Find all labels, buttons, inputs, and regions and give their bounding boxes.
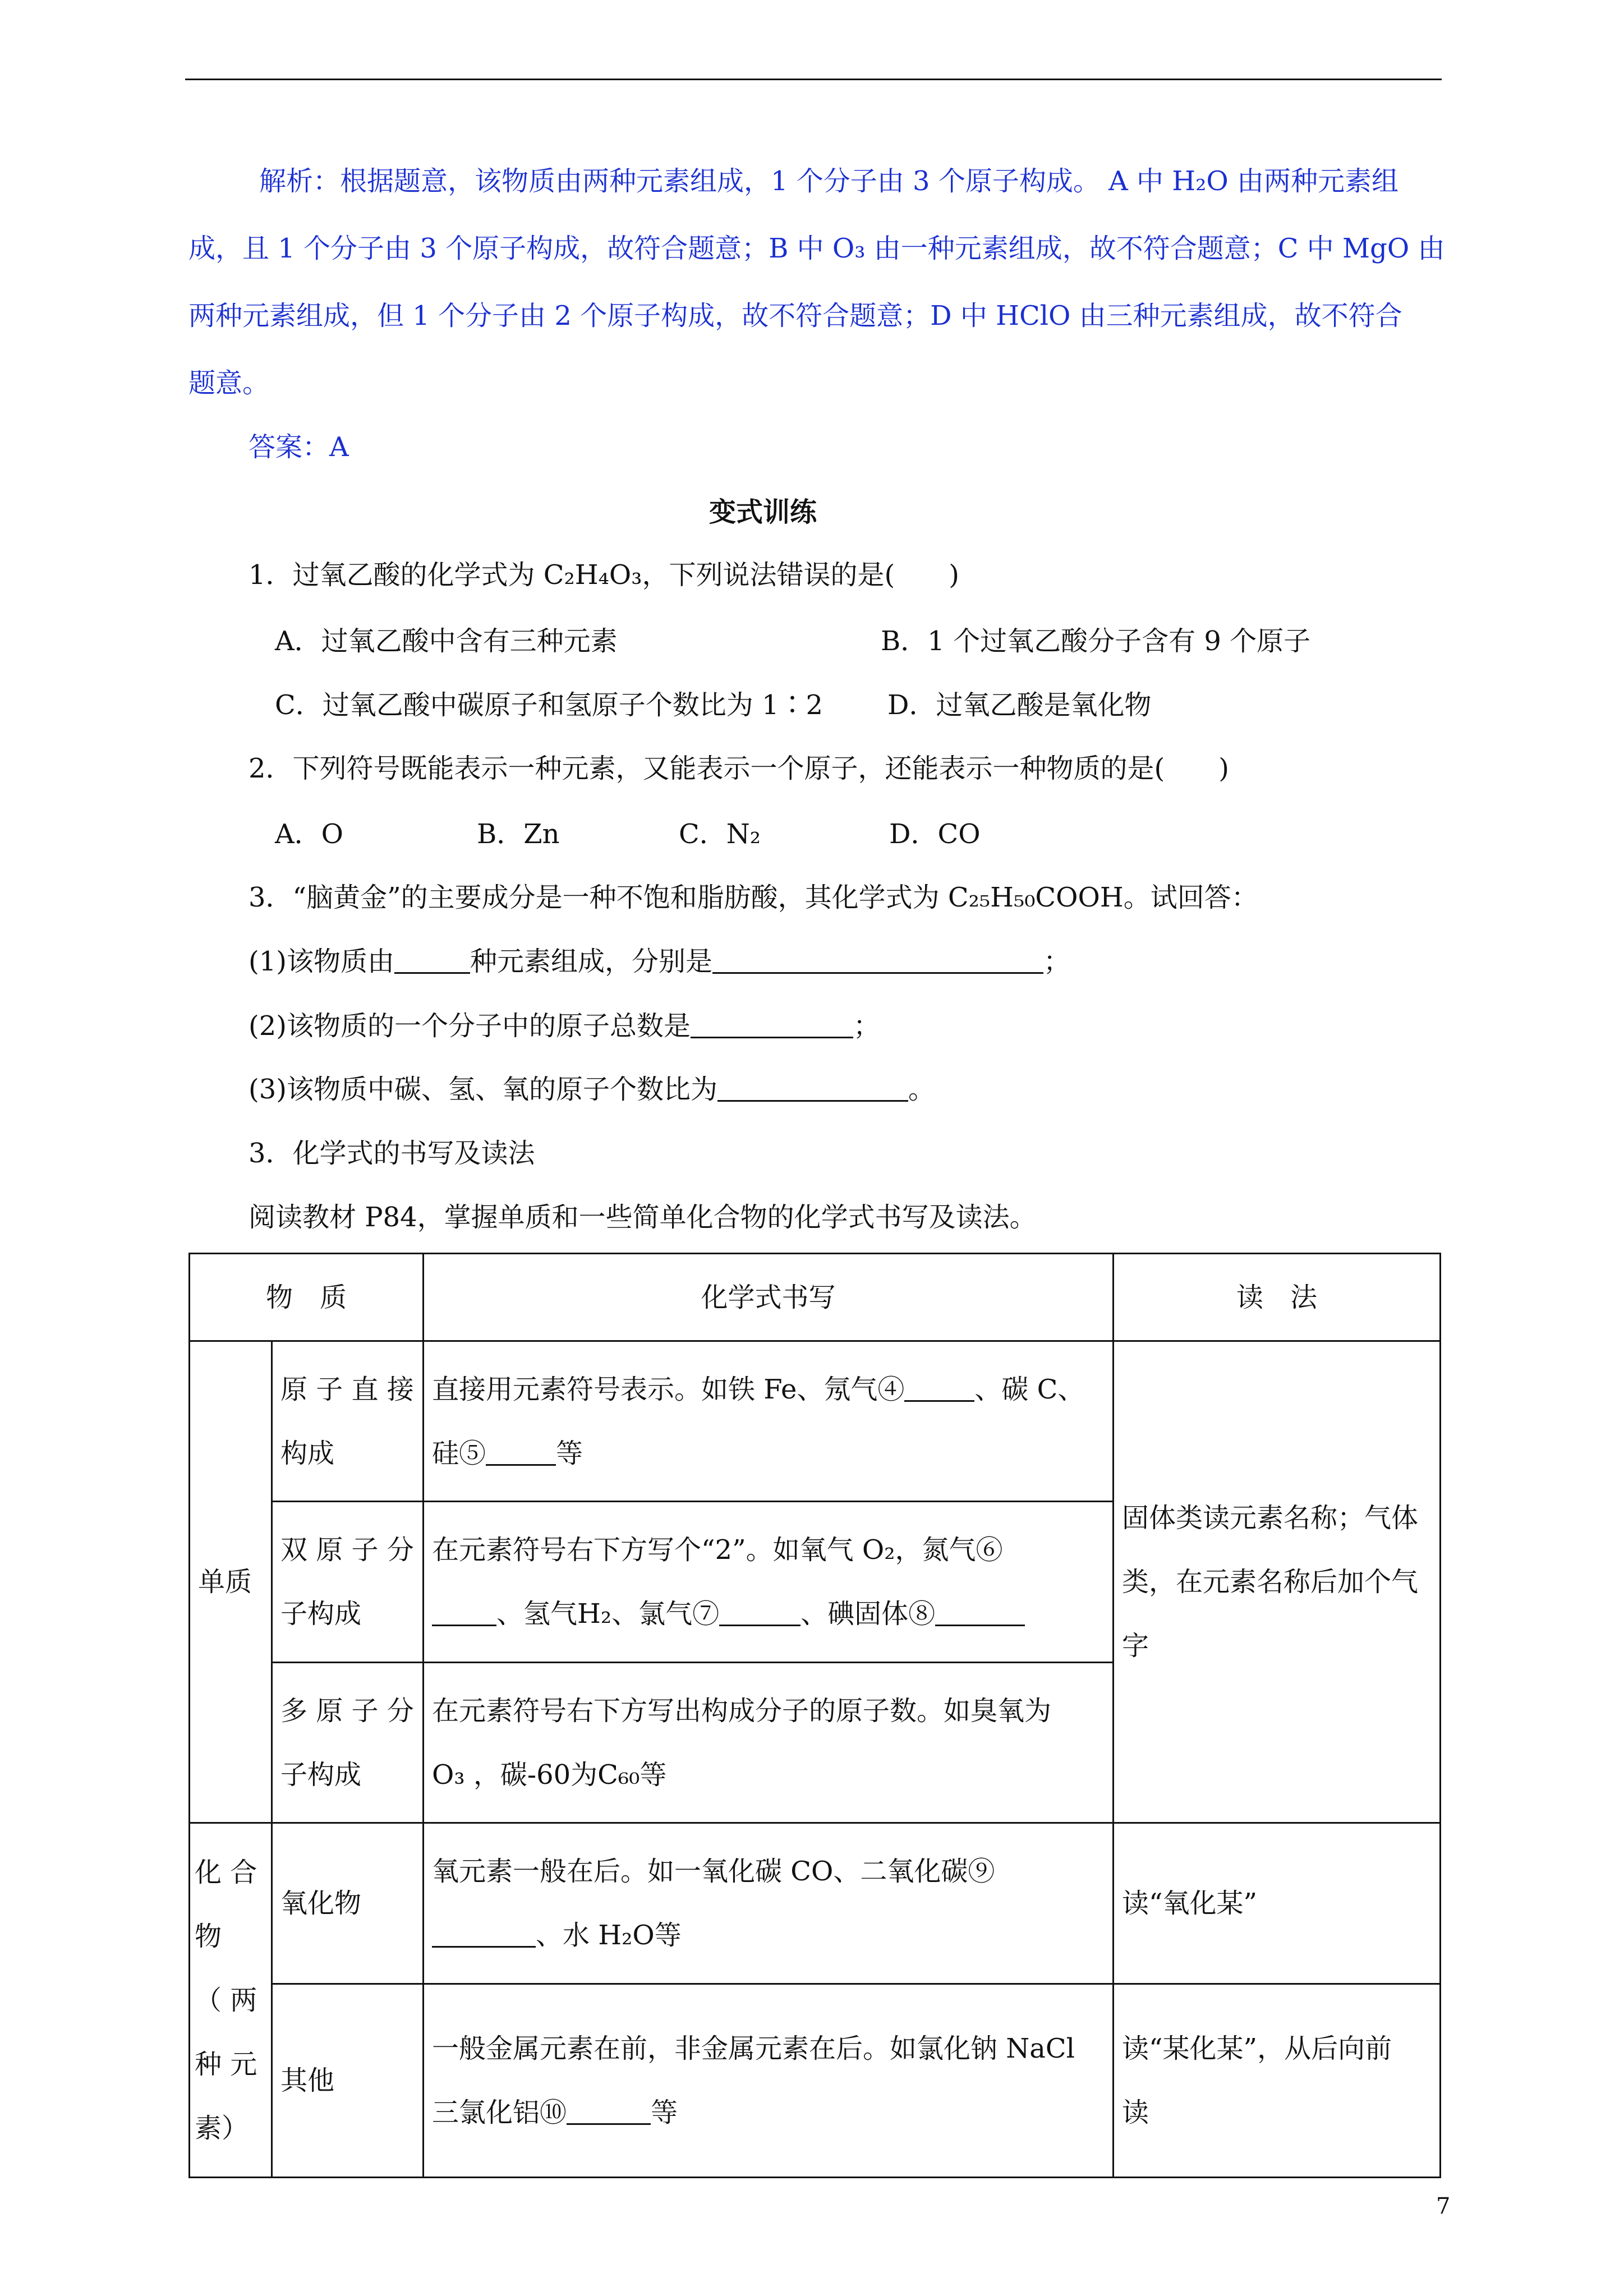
formula-table bbox=[188, 1253, 1441, 2178]
blank-9[interactable] bbox=[432, 1921, 536, 1948]
q1-option-a: A．过氧乙酸中含有三种元素 bbox=[275, 625, 618, 657]
type-monatomic: 原 子 直 接 构成 bbox=[272, 1341, 424, 1502]
writing-polyatomic: 在元素符号右下方写出构成分子的原子数。如臭氧为 O₃ ，碳-60为C₆₀等 bbox=[424, 1663, 1114, 1823]
type-other: 其他 bbox=[272, 1984, 424, 2178]
category-compound: 化 合 物 （ 两 种 元 素） bbox=[190, 1823, 272, 2178]
table-row bbox=[190, 1341, 1441, 1502]
q2-option-b: B．Zn bbox=[477, 818, 560, 850]
q1-stem: 1．过氧乙酸的化学式为 C₂H₄O₃，下列说法错误的是( ) bbox=[249, 559, 959, 591]
blank-7[interactable] bbox=[719, 1600, 801, 1626]
q3-stem: 3．“脑黄金”的主要成分是一种不饱和脂肪酸，其化学式为 C₂₅H₅₀COOH。试回答： bbox=[249, 882, 1258, 913]
type-diatomic: 双 原 子 分 子构成 bbox=[272, 1502, 424, 1663]
page-number: 7 bbox=[1436, 2193, 1451, 2219]
section-title: 变式训练 bbox=[709, 496, 817, 528]
header-reading: 读 法 bbox=[1114, 1254, 1441, 1341]
reading-oxide: 读“氧化某” bbox=[1114, 1823, 1441, 1984]
blank-5[interactable] bbox=[486, 1439, 556, 1466]
q1-option-b: B．1 个过氧乙酸分子含有 9 个原子 bbox=[881, 625, 1311, 657]
analysis-line-2: 成，且 1 个分子由 3 个原子构成，故符合题意；B 中 O₃ 由一种元素组成，故不符合题意；C 中 MgO 由 bbox=[188, 233, 1445, 264]
section3-heading: 3．化学式的书写及读法 bbox=[249, 1138, 535, 1169]
analysis-line-1: 解析：根据题意，该物质由两种元素组成，1 个分子由 3 个原子构成。 A 中 H₂O 由两种元素组 bbox=[259, 165, 1399, 197]
table-header-row bbox=[190, 1254, 1441, 1341]
q2-stem: 2．下列符号既能表示一种元素，又能表示一个原子，还能表示一种物质的是( ) bbox=[249, 753, 1229, 784]
table-row bbox=[190, 1984, 1441, 2178]
answer: 答案：A bbox=[249, 431, 349, 463]
header-writing: 化学式书写 bbox=[424, 1254, 1114, 1341]
type-polyatomic: 多 原 子 分 子构成 bbox=[272, 1663, 424, 1823]
q3-sub-1: (1)该物质由 种元素组成，分别是 ； bbox=[249, 946, 1071, 977]
q3-blank-elements[interactable] bbox=[712, 947, 1043, 974]
q2-option-a: A．O bbox=[275, 818, 344, 850]
writing-other: 一般金属元素在前，非金属元素在后。如氯化钠 NaCl 三氯化铝⑩ 等 bbox=[424, 1984, 1114, 2178]
header-rule bbox=[185, 79, 1442, 80]
reading-element: 固体类读元素名称；气体 类，在元素名称后加个气 字 bbox=[1114, 1341, 1441, 1823]
q2-option-d: D．CO bbox=[889, 818, 981, 850]
blank-6[interactable] bbox=[432, 1600, 496, 1626]
blank-8[interactable] bbox=[935, 1600, 1025, 1626]
writing-monatomic: 直接用元素符号表示。如铁 Fe、氖气④ 、碳 C、 硅⑤ 等 bbox=[424, 1341, 1114, 1502]
q2-option-c: C．N₂ bbox=[679, 818, 761, 850]
q3-blank-atom-total[interactable] bbox=[691, 1012, 853, 1038]
q3-sub-2: (2)该物质的一个分子中的原子总数是 ； bbox=[249, 1010, 881, 1042]
q3-sub-3: (3)该物质中碳、氢、氧的原子个数比为 。 bbox=[249, 1074, 936, 1105]
type-oxide: 氧化物 bbox=[272, 1823, 424, 1984]
category-element: 单质 bbox=[190, 1341, 272, 1823]
section3-intro: 阅读教材 P84，掌握单质和一些简单化合物的化学式书写及读法。 bbox=[249, 1202, 1037, 1233]
analysis-line-3: 两种元素组成，但 1 个分子由 2 个原子构成，故不符合题意；D 中 HClO 由三种元素组成，故不符合 bbox=[188, 300, 1402, 332]
reading-other: 读“某化某”，从后向前 读 bbox=[1114, 1984, 1441, 2178]
writing-oxide: 氧元素一般在后。如一氧化碳 CO、二氧化碳⑨ 、水 H₂O等 bbox=[424, 1823, 1114, 1984]
blank-4[interactable] bbox=[904, 1375, 974, 1402]
writing-diatomic: 在元素符号右下方写个“2”。如氧气 O₂，氮气⑥ 、氢气H₂、氯气⑦ 、碘固体⑧ bbox=[424, 1502, 1114, 1663]
header-substance: 物 质 bbox=[190, 1254, 424, 1341]
analysis-line-4: 题意。 bbox=[188, 367, 270, 399]
blank-10[interactable] bbox=[567, 2099, 651, 2125]
table-row bbox=[190, 1823, 1441, 1984]
q3-blank-count[interactable] bbox=[394, 947, 470, 974]
q1-option-d: D．过氧乙酸是氧化物 bbox=[887, 689, 1152, 721]
q1-option-c: C．过氧乙酸中碳原子和氢原子个数比为 1∶2 bbox=[275, 689, 823, 721]
q3-blank-ratio[interactable] bbox=[717, 1075, 908, 1102]
